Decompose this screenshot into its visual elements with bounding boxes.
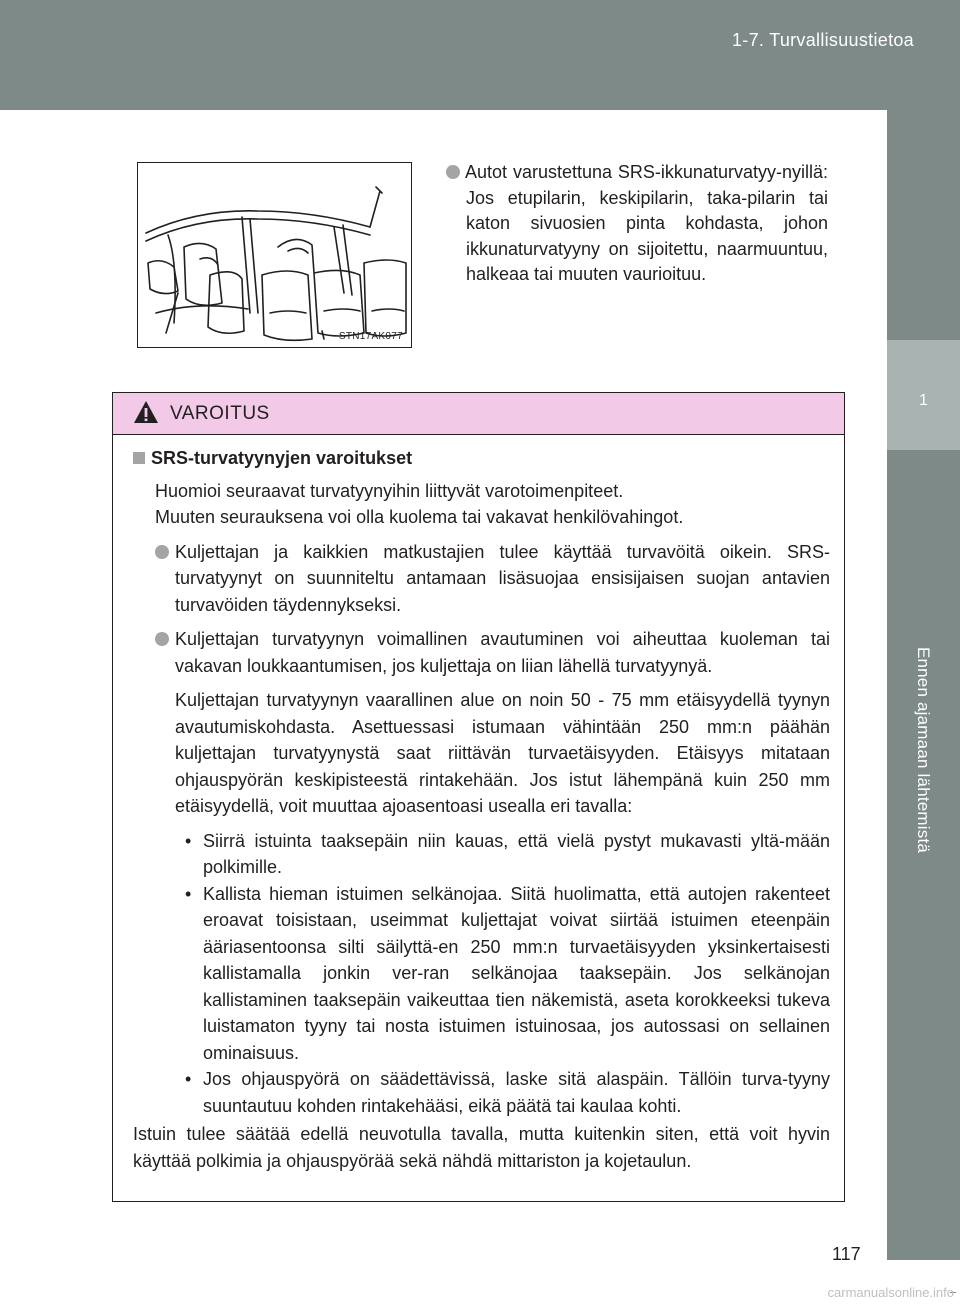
bullet-dot-icon: [155, 545, 169, 559]
chapter-title: Ennen ajamaan lähtemistä: [914, 646, 933, 854]
list-item: • Jos ohjauspyörä on säädettävissä, laske sitä alaspäin. Tällöin turva-tyyny suuntautuu kohden rintakehääsi, eikä päätä tai kaulaa kohti.: [185, 1066, 830, 1119]
danger-zone-paragraph: Kuljettajan turvatyynyn vaarallinen alue on noin 50 - 75 mm etäisyydellä tyynyn avautumiskohdasta. Asettuessasi istumaan vähintään 250 mm:n päähän kuljettajan turvatyynystä saat riittävän turvaetäisyyden. Etäisyys mitataan ohjauspyörän keskipisteestä rintakehään. Jos istut lähempänä kuin 250 mm etäisyydellä, voit muuttaa ajoasentoasi usealla eri tavalla:: [175, 690, 830, 816]
list-item: • Kallista hieman istuimen selkänojaa. Siitä huolimatta, että autojen rakenteet eroavat toisistaan, useimmat kuljettajat voivat siirtää istuimen eteenpäin ääriasentoonsa silti säilyttä-en 250 mm:n turvaetäisyyden yksinkertaisesti kallistamalla jonkin ver-ran selkänojaa taaksepäin. Jos selkänojan kallistaminen taaksepäin vaikeuttaa tien näkemistä, aseta korokkeeksi tukeva luistamaton tyyny tai nosta istuimen istuinosaa, jos autossasi on sellainen ominaisuus.: [185, 881, 830, 1067]
warning-title: VAROITUS: [170, 403, 270, 424]
list-item: Kuljettajan turvatyynyn voimallinen avautuminen voi aiheuttaa kuoleman tai vakavan loukkaantumisen, jos kuljettaja on liian lähellä turvatyynyä.: [155, 626, 830, 679]
dot-marker: •: [185, 883, 192, 904]
bullet-dot-icon: [155, 632, 169, 646]
curtain-airbag-text: Autot varustettuna SRS-ikkunaturvatyy-nyillä: Jos etupilarin, keskipilarin, taka-pilarin tai katon sivuosien pinta kohdasta, johon ikkunaturvatyyny on sijoitettu, naarmuuntuu, halkeaa tai muuten vaurioituu.: [465, 162, 828, 284]
page-number: 117: [832, 1244, 861, 1264]
curtain-airbag-note: [446, 160, 828, 288]
warning-triangle-icon: [132, 399, 160, 425]
chapter-number: 1: [919, 392, 928, 409]
warning-section-heading: SRS-turvatyynyjen varoitukset: [133, 445, 830, 472]
warning-box: [112, 392, 845, 1202]
watermark: carmanualsonline.info: [827, 1285, 954, 1300]
car-interior-illustration: [137, 162, 412, 348]
figure-code: STN17AK077: [338, 331, 403, 342]
crop-mark: [950, 648, 956, 649]
page-header: [0, 0, 960, 110]
section-title: 1-7. Turvallisuustietoa: [732, 30, 914, 50]
dot-marker: •: [185, 830, 192, 851]
seating-advice-list: [185, 828, 830, 1120]
closing-paragraph: Istuin tulee säätää edellä neuvotulla tavalla, mutta kuitenkin siten, että voit hyvin käyttää polkimia ja ohjauspyörää sekä nähdä mittariston ja kojetaulun.: [133, 1124, 830, 1171]
warning-intro: Huomioi seuraavat turvatyynyihin liittyvät varotoimenpiteet. Muuten seurauksena voi olla kuolema tai vakavat henkilövahingot. Kuljettajan ja kaikkien matkustajien tulee käyttää turvavöitä oikein. SRS-turvatyynyt on suunniteltu antamaan lisäsuojaa ensisijaisen suojan antavien turvavöiden täydennykseksi. Kuljettajan turvatyynyn voimallinen avautuminen voi aiheuttaa kuoleman tai vakavan loukkaantumisen, jos kuljettaja on liian lähellä turvatyynyä.: [155, 478, 830, 680]
dot-marker: •: [185, 1069, 192, 1089]
warning-body: [133, 445, 830, 1174]
list-item: Kuljettajan ja kaikkien matkustajien tulee käyttää turvavöitä oikein. SRS-turvatyynyt on suunniteltu antamaan lisäsuojaa ensisijaisen suojan antavien turvavöiden täydennykseksi.: [155, 539, 830, 619]
airbag-illustration: [138, 163, 410, 346]
bullet-dot-icon: [446, 165, 460, 179]
chapter-side-tab: [887, 110, 960, 1304]
list-item: • Siirrä istuinta taaksepäin niin kauas, että vielä pystyt mukavasti yltä-mään polkimille.: [185, 828, 830, 881]
warning-header: [113, 393, 844, 435]
square-bullet-icon: [133, 452, 145, 464]
